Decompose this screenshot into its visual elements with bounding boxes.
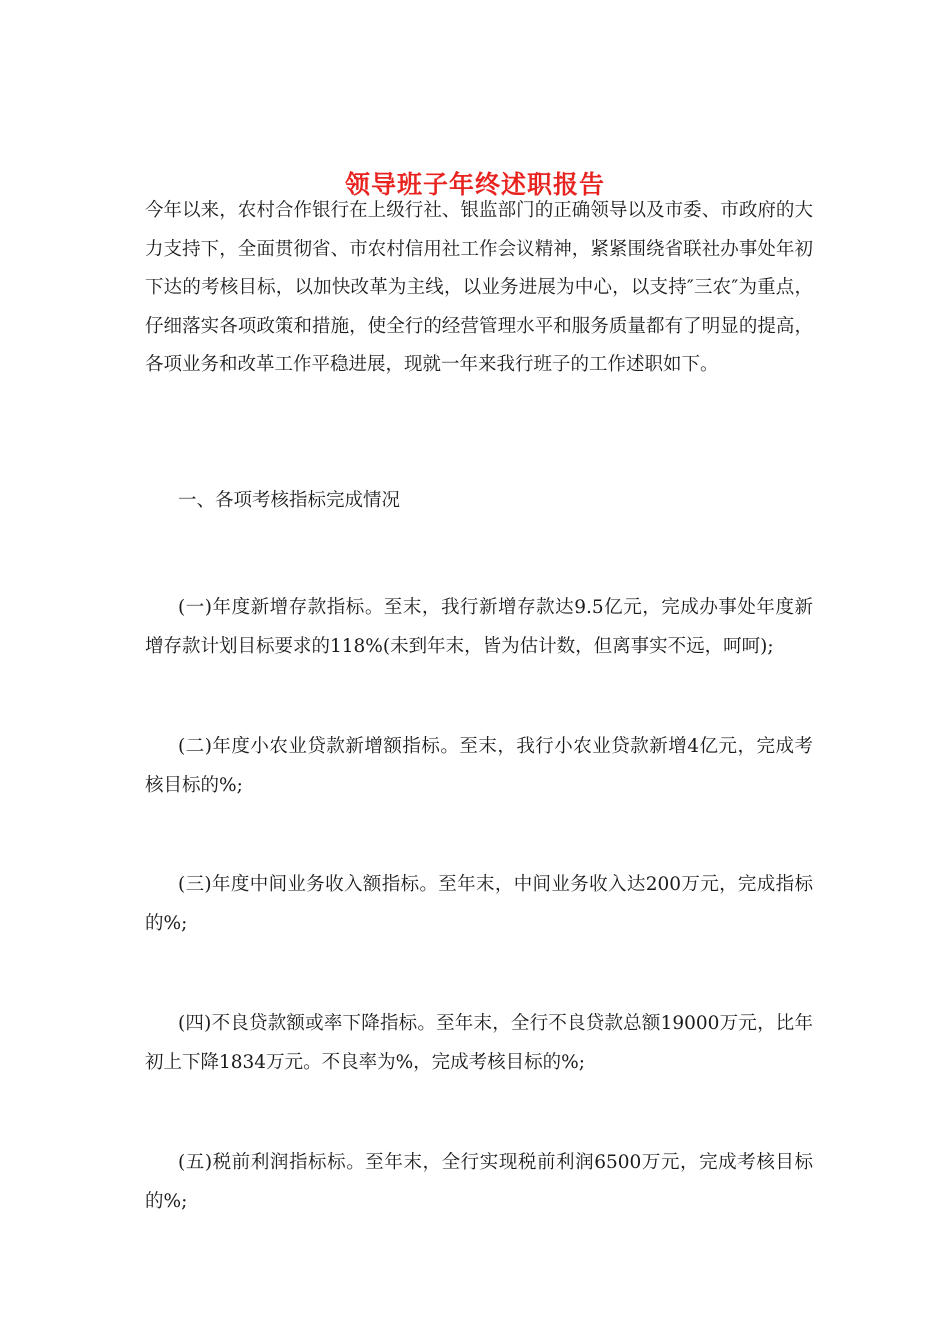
section-heading-1: 一、各项考核指标完成情况 [178,490,401,511]
indicator-item-5: (五)税前利润指标标。至年末，全行实现税前利润6500万元，完成考核目标的%; [145,1152,813,1212]
document-title: 领导班子年终述职报告 [344,169,605,199]
indicator-item-2: (二)年度小农业贷款新增额指标。至末，我行小农业贷款新增4亿元，完成考核目标的%; [145,736,813,796]
indicator-item-3: (三)年度中间业务收入额指标。至年末，中间业务收入达200万元，完成指标的%; [145,874,813,934]
intro-paragraph: 今年以来，农村合作银行在上级行社、银监部门的正确领导以及市委、市政府的大力支持下，全面贯彻省、市农村信用社工作会议精神，紧紧围绕省联社办事处年初下达的考核目标，以加快改革为主线，以业务进展为中心，以支持″三农″为重点，仔细落实各项政策和措施，使全行的经营管理水平和服务质量都有了明显的提高，各项业务和改革工作平稳进展，现就一年来我行班子的工作述职如下。 [145,200,813,375]
indicator-item-1: (一)年度新增存款指标。至末，我行新增存款达9.5亿元，完成办事处年度新增存款计划目标要求的118%(未到年末，皆为估计数，但离事实不远，呵呵); [145,597,813,657]
indicator-item-4: (四)不良贷款额或率下降指标。至年末，全行不良贷款总额19000万元，比年初上下降1834万元。不良率为%，完成考核目标的%; [145,1013,813,1073]
